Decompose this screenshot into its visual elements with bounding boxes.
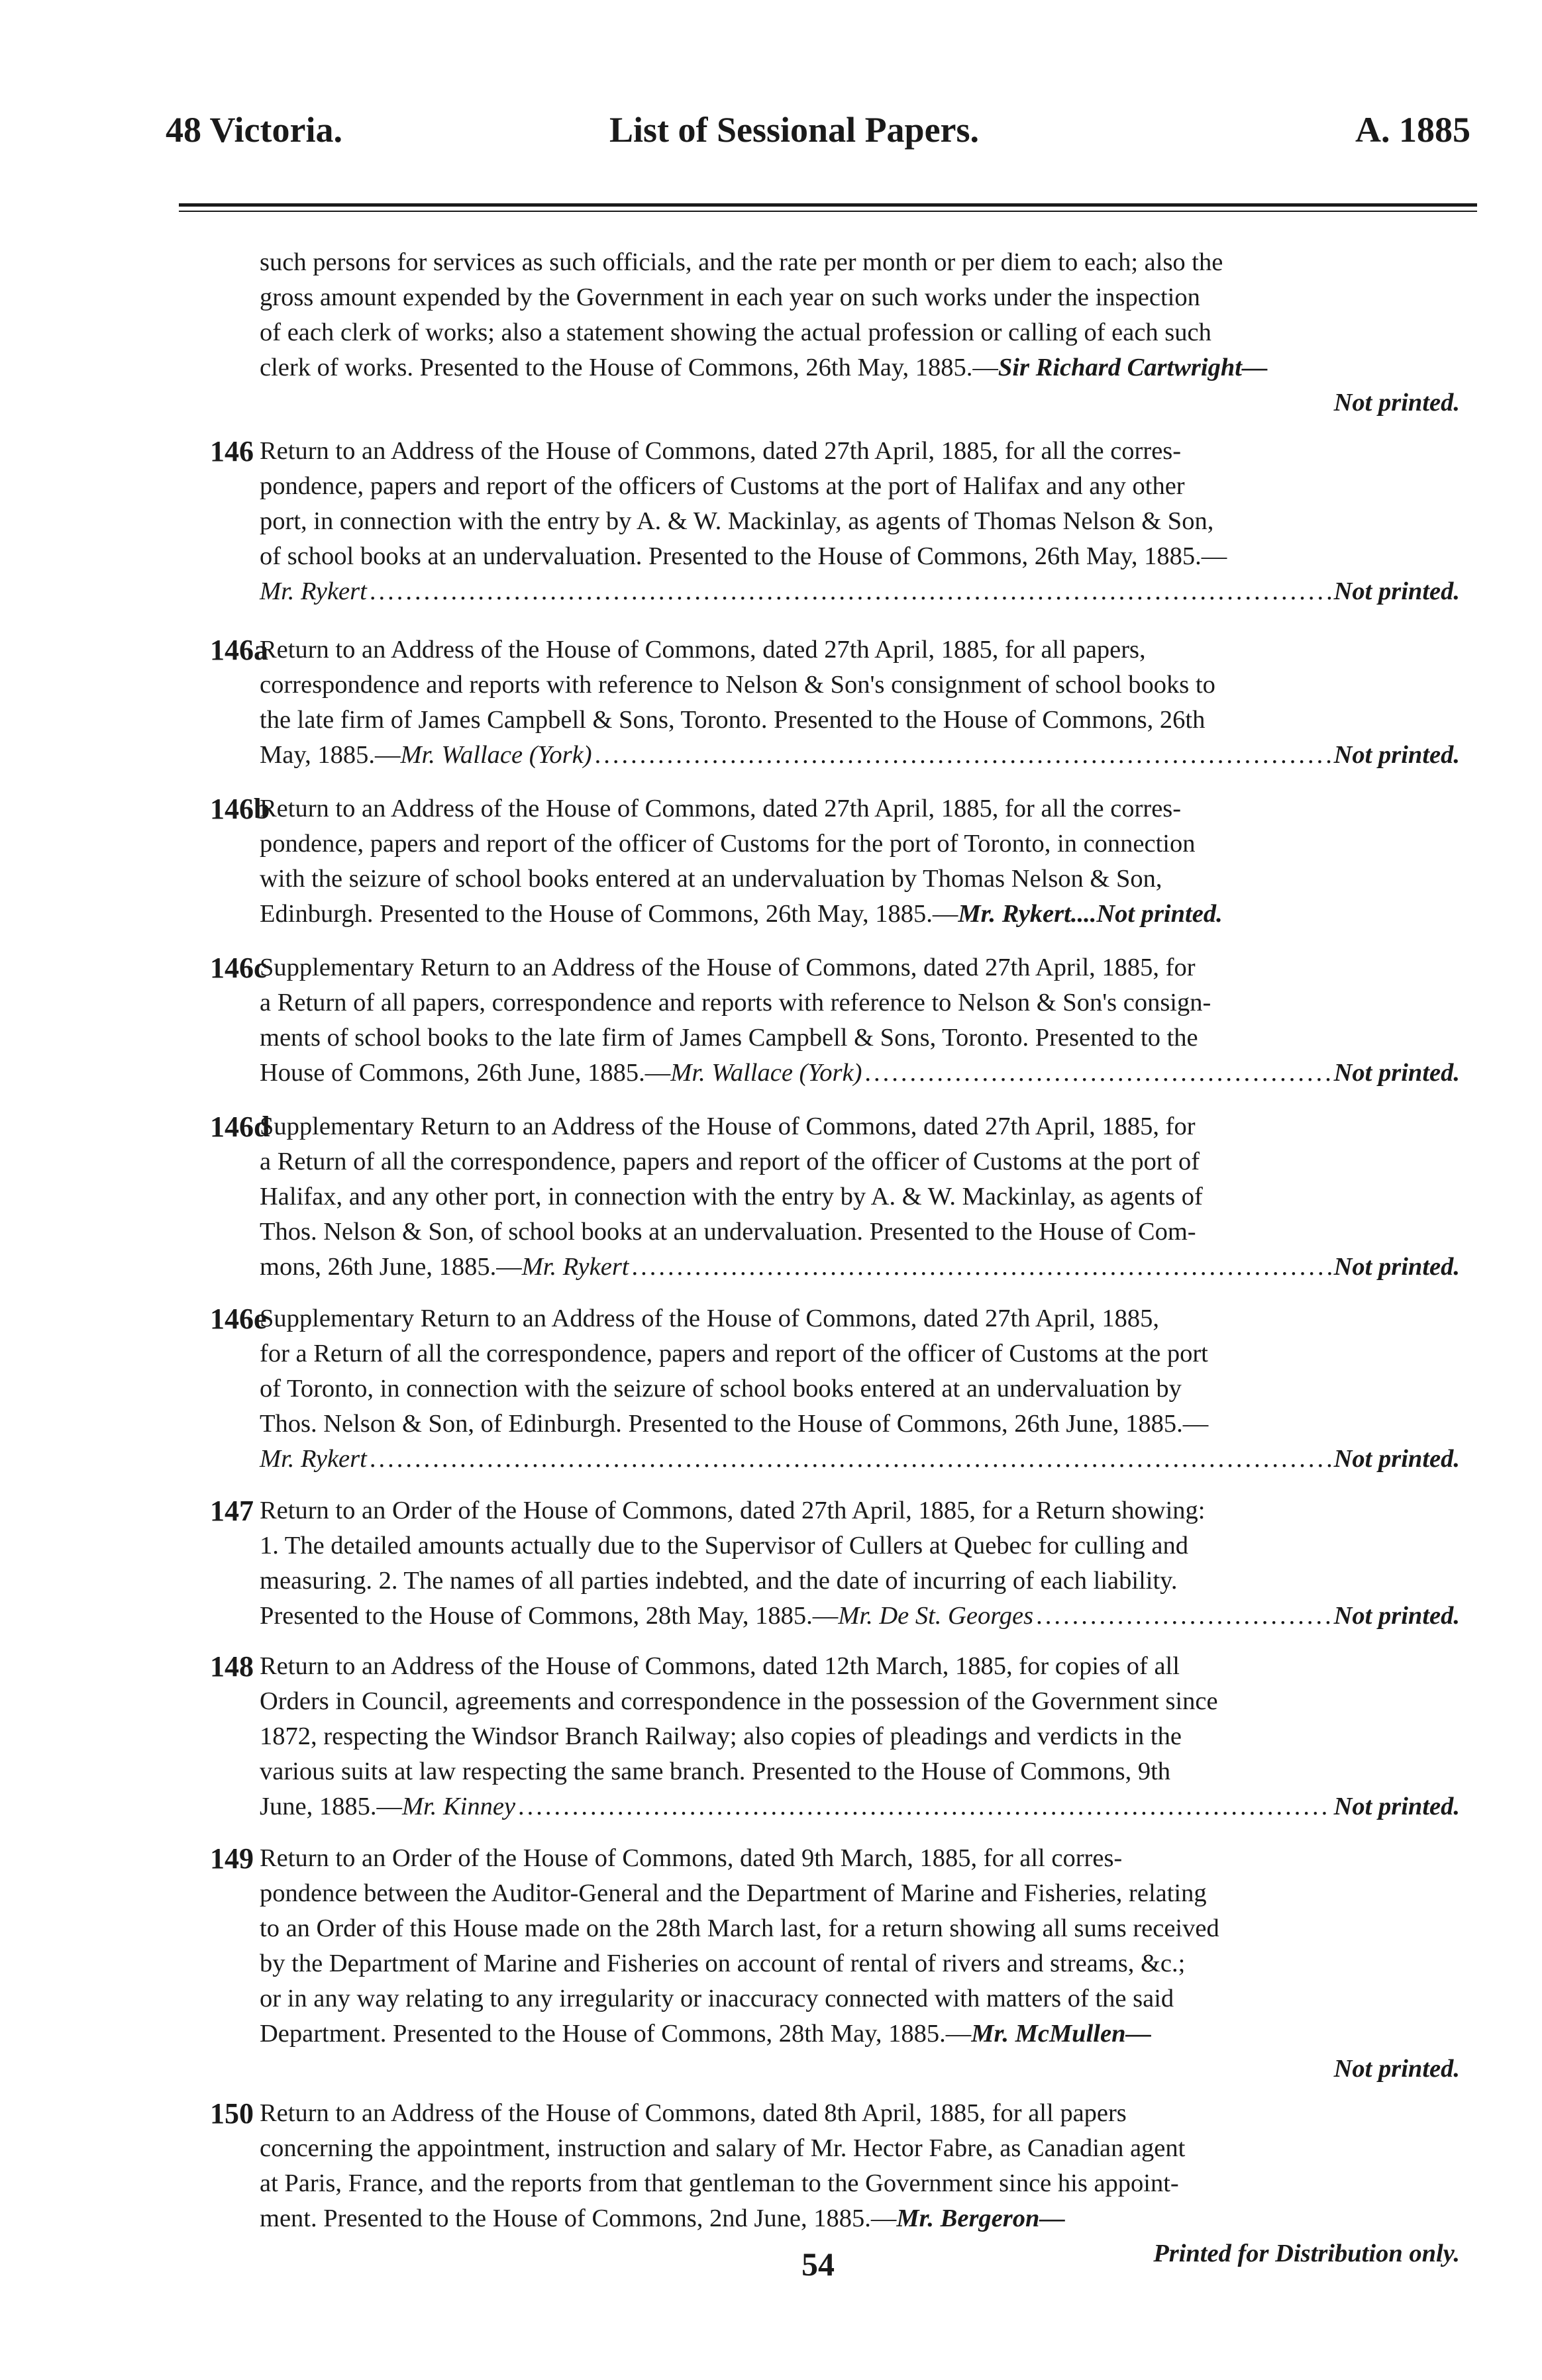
entry-line: such persons for services as such officials, and the rate per month or per diem to each; also the bbox=[260, 248, 1223, 276]
entry-text: Edinburgh. Presented to the House of Commons, 26th May, 1885.— bbox=[260, 900, 958, 928]
entry-line: a Return of all the correspondence, papers and report of the officer of Customs at the port of bbox=[260, 1148, 1200, 1175]
running-header bbox=[166, 109, 1470, 162]
entry-line: Return to an Address of the House of Commons, dated 12th March, 1885, for copies of all bbox=[260, 1652, 1180, 1680]
entry-line bbox=[260, 897, 1460, 932]
entry-text: June, 1885.— bbox=[260, 1793, 402, 1820]
entry-line bbox=[260, 574, 1460, 609]
entry-line: Thos. Nelson & Son, of school books at an undervaluation. Presented to the House of Com- bbox=[260, 1218, 1196, 1246]
print-status: Not printed. bbox=[1096, 900, 1223, 928]
entry-line: measuring. 2. The names of all parties indebted, and the date of incurring of each liability. bbox=[260, 1567, 1178, 1595]
entry-line bbox=[260, 1056, 1460, 1091]
entry-line: for a Return of all the correspondence, papers and report of the officer of Customs at the port bbox=[260, 1340, 1208, 1367]
entry-text: May, 1885.— bbox=[260, 741, 401, 769]
entry-line: Return to an Address of the House of Commons, dated 27th April, 1885, for all the corres- bbox=[260, 437, 1182, 465]
entry-line: a Return of all papers, correspondence and reports with reference to Nelson & Son's consign- bbox=[260, 989, 1211, 1016]
entry-line: with the seizure of school books entered at an undervaluation by Thomas Nelson & Son, bbox=[260, 865, 1162, 893]
entry-text: House of Commons, 26th June, 1885.— bbox=[260, 1059, 671, 1087]
entry-line: Return to an Order of the House of Commons, dated 9th March, 1885, for all corres- bbox=[260, 1844, 1123, 1872]
status-line bbox=[260, 2052, 1460, 2087]
entry-line: Supplementary Return to an Address of the House of Commons, dated 27th April, 1885, for bbox=[260, 1113, 1196, 1140]
member-name: Mr. De St. Georges bbox=[838, 1602, 1034, 1630]
entry-line bbox=[260, 1599, 1460, 1634]
entry-number: 146 bbox=[210, 435, 254, 468]
entry-number: 150 bbox=[210, 2097, 254, 2130]
member-name: Mr. Rykert bbox=[260, 1445, 367, 1473]
print-status: Not printed. bbox=[1333, 577, 1460, 605]
print-status: Not printed. bbox=[1333, 2055, 1460, 2083]
entry-text: Presented to the House of Commons, 28th May, 1885.— bbox=[260, 1602, 839, 1630]
entry-line: correspondence and reports with reference to Nelson & Son's consignment of school books to bbox=[260, 671, 1215, 699]
print-status: Not printed. bbox=[1333, 1253, 1460, 1281]
entry-line: Return to an Address of the House of Commons, dated 8th April, 1885, for all papers bbox=[260, 2099, 1127, 2127]
entry-line: pondence, papers and report of the officer of Customs for the port of Toronto, in connection bbox=[260, 830, 1196, 858]
entry-number: 148 bbox=[210, 1650, 254, 1683]
entry-line: port, in connection with the entry by A. & W. Mackinlay, as agents of Thomas Nelson & Son, bbox=[260, 507, 1214, 535]
leader-dots bbox=[595, 738, 1331, 773]
entry-line: Return to an Address of the House of Commons, dated 27th April, 1885, for all the corres- bbox=[260, 795, 1182, 822]
entry-146a bbox=[210, 632, 1460, 773]
entry-line: pondence, papers and report of the officers of Customs at the port of Halifax and any other bbox=[260, 472, 1185, 500]
entry-number: 149 bbox=[210, 1842, 254, 1875]
entry-line bbox=[260, 738, 1460, 773]
entry-line: Return to an Address of the House of Commons, dated 27th April, 1885, for all papers, bbox=[260, 636, 1146, 664]
header-year: A. 1885 bbox=[1355, 110, 1470, 150]
entry-148 bbox=[210, 1649, 1460, 1824]
leader-dots bbox=[1036, 1599, 1331, 1634]
print-status: Not printed. bbox=[1333, 1602, 1460, 1630]
entry-line: Return to an Order of the House of Commons, dated 27th April, 1885, for a Return showing: bbox=[260, 1497, 1206, 1524]
entry-line: at Paris, France, and the reports from that gentleman to the Government since his appoint- bbox=[260, 2169, 1179, 2197]
entry-line bbox=[260, 350, 1460, 385]
status-line bbox=[260, 2236, 1460, 2271]
print-status: Not printed. bbox=[1333, 389, 1460, 417]
entry-text: clerk of works. Presented to the House of Commons, 26th May, 1885.— bbox=[260, 354, 998, 381]
entry-146 bbox=[210, 434, 1460, 609]
leader-dots bbox=[518, 1789, 1331, 1824]
page-number: 54 bbox=[801, 2246, 835, 2283]
entry-line: 1872, respecting the Windsor Branch Railway; also copies of pleadings and verdicts in the bbox=[260, 1722, 1182, 1750]
entry-line: pondence between the Auditor-General and the Department of Marine and Fisheries, relating bbox=[260, 1879, 1207, 1907]
entry-146d bbox=[210, 1109, 1460, 1285]
entry-line: of each clerk of works; also a statement showing the actual profession or calling of each such bbox=[260, 319, 1211, 346]
header-session: 48 Victoria. bbox=[166, 110, 342, 150]
entry-text: ment. Presented to the House of Commons, 2nd June, 1885.— bbox=[260, 2205, 897, 2232]
entry-line: of Toronto, in connection with the seizure of school books entered at an undervaluation by bbox=[260, 1375, 1182, 1403]
leader-dots bbox=[370, 1442, 1331, 1477]
entry-147 bbox=[210, 1493, 1460, 1634]
member-name: Mr. Kinney bbox=[401, 1793, 516, 1820]
entry-150 bbox=[210, 2096, 1460, 2271]
entry-146b bbox=[210, 791, 1460, 932]
entry-146e bbox=[210, 1301, 1460, 1477]
entry-line bbox=[260, 2016, 1460, 2052]
entry-line bbox=[260, 1442, 1460, 1477]
leader-dots bbox=[632, 1250, 1331, 1285]
entry-line: the late firm of James Campbell & Sons, Toronto. Presented to the House of Commons, 26th bbox=[260, 706, 1206, 734]
entry-line: or in any way relating to any irregularity or inaccuracy connected with matters of the said bbox=[260, 1985, 1174, 2012]
status-line bbox=[260, 385, 1460, 421]
entry-line: Halifax, and any other port, in connection with the entry by A. & W. Mackinlay, as agents of bbox=[260, 1183, 1203, 1211]
entry-line: gross amount expended by the Government in each year on such works under the inspection bbox=[260, 283, 1200, 311]
entry-line: Thos. Nelson & Son, of Edinburgh. Presented to the House of Commons, 26th June, 1885.— bbox=[260, 1410, 1209, 1438]
entry-text: Department. Presented to the House of Commons, 28th May, 1885.— bbox=[260, 2020, 972, 2048]
entry-number: 146d bbox=[210, 1111, 270, 1143]
entry-line: concerning the appointment, instruction and salary of Mr. Hector Fabre, as Canadian agent bbox=[260, 2134, 1186, 2162]
entry-149 bbox=[210, 1841, 1460, 2087]
member-name: Mr. Wallace (York) bbox=[400, 741, 592, 769]
print-status: Not printed. bbox=[1333, 1793, 1460, 1820]
entry-line: Supplementary Return to an Address of the House of Commons, dated 27th April, 1885, bbox=[260, 1305, 1160, 1332]
member-name: Mr. McMullen— bbox=[971, 2020, 1151, 2048]
leader-dots bbox=[370, 574, 1331, 609]
header-rule bbox=[179, 203, 1477, 207]
entry-line: Supplementary Return to an Address of the House of Commons, dated 27th April, 1885, for bbox=[260, 954, 1196, 981]
member-name: Mr. Wallace (York) bbox=[670, 1059, 862, 1087]
print-status: Printed for Distribution only. bbox=[1153, 2240, 1460, 2267]
print-status: Not printed. bbox=[1333, 1445, 1460, 1473]
entry-continuation bbox=[260, 245, 1460, 421]
member-name: Mr. Rykert bbox=[521, 1253, 629, 1281]
entry-146c bbox=[210, 950, 1460, 1091]
entry-number: 146b bbox=[210, 793, 270, 825]
print-status: Not printed. bbox=[1333, 741, 1460, 769]
print-status: Not printed. bbox=[1333, 1059, 1460, 1087]
entry-number: 146e bbox=[210, 1303, 267, 1335]
entry-line: ments of school books to the late firm of James Campbell & Sons, Toronto. Presented to the bbox=[260, 1024, 1198, 1052]
entry-line: by the Department of Marine and Fisheries on account of rental of rivers and streams, &c.; bbox=[260, 1950, 1186, 1977]
entry-line bbox=[260, 1250, 1460, 1285]
entry-text: mons, 26th June, 1885.— bbox=[260, 1253, 522, 1281]
entry-line: 1. The detailed amounts actually due to the Supervisor of Cullers at Quebec for culling and bbox=[260, 1532, 1189, 1560]
entry-number: 146c bbox=[210, 952, 267, 984]
leader-dots bbox=[864, 1056, 1331, 1091]
header-rule-thin bbox=[179, 211, 1477, 212]
member-name: Mr. Rykert.... bbox=[958, 900, 1097, 928]
entry-line: to an Order of this House made on the 28th March last, for a return showing all sums received bbox=[260, 1914, 1219, 1942]
entry-number: 147 bbox=[210, 1495, 254, 1527]
entry-number: 146a bbox=[210, 634, 268, 666]
entry-line: various suits at law respecting the same branch. Presented to the House of Commons, 9th bbox=[260, 1758, 1171, 1785]
entry-line: Orders in Council, agreements and correspondence in the possession of the Government since bbox=[260, 1687, 1218, 1715]
entry-line: of school books at an undervaluation. Presented to the House of Commons, 26th May, 1885.— bbox=[260, 542, 1227, 570]
member-name: Mr. Rykert bbox=[260, 577, 367, 605]
entry-line bbox=[260, 2201, 1460, 2236]
entry-line bbox=[260, 1789, 1460, 1824]
member-name: Mr. Bergeron— bbox=[896, 2205, 1065, 2232]
member-name: Sir Richard Cartwright— bbox=[998, 354, 1268, 381]
header-title: List of Sessional Papers. bbox=[609, 110, 980, 150]
